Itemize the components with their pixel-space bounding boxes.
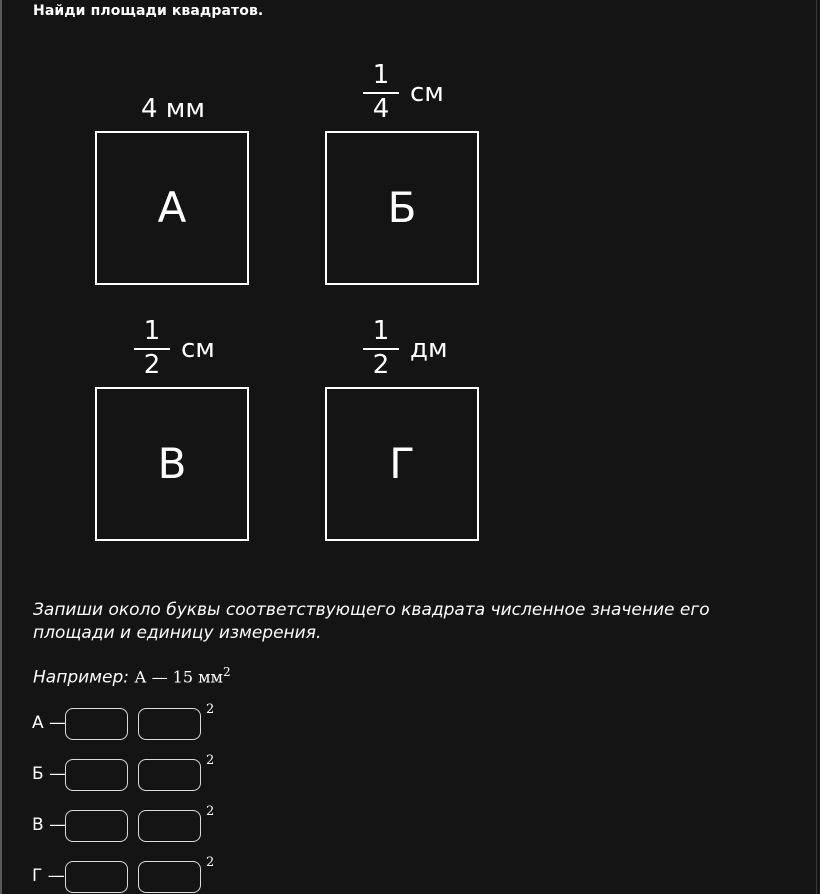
square-g	[325, 387, 479, 541]
answer-g-exponent: 2	[206, 855, 215, 870]
answer-v-exponent: 2	[206, 804, 215, 819]
answer-label-v: В —	[32, 815, 67, 835]
square-b-side-unit: см	[410, 78, 444, 108]
square-v-letter: В	[157, 439, 187, 488]
answer-v-unit-input[interactable]	[138, 810, 201, 842]
square-g-numerator: 1	[372, 316, 390, 346]
square-v-side-unit: см	[181, 334, 215, 364]
answer-g-value-input[interactable]	[65, 861, 128, 893]
square-v-numerator: 1	[143, 316, 161, 346]
task-title: Найди площади квадратов.	[33, 3, 264, 19]
answer-row-v	[32, 804, 252, 842]
answer-row-g	[32, 855, 252, 893]
example-label: Например:	[33, 667, 129, 688]
answer-label-b: Б —	[32, 764, 67, 784]
square-b	[325, 131, 479, 285]
square-a-letter: А	[157, 183, 187, 232]
example-line	[33, 660, 231, 690]
square-g-letter: Г	[389, 439, 415, 488]
answer-g-unit-input[interactable]	[138, 861, 201, 893]
answer-row-b	[32, 753, 252, 791]
answer-row-a	[32, 702, 252, 740]
instruction-text: Запиши около буквы соответствующего квадрата численное значение его площади и единицу измерения.	[33, 600, 710, 643]
answer-a-unit-input[interactable]	[138, 708, 201, 740]
square-v	[95, 387, 249, 541]
answer-b-unit-input[interactable]	[138, 759, 201, 791]
square-a	[95, 131, 249, 285]
answer-label-a: А —	[32, 713, 67, 733]
square-b-letter: Б	[387, 183, 417, 232]
right-border	[816, 0, 817, 894]
answer-b-exponent: 2	[206, 753, 215, 768]
square-a-side-label: 4 мм	[141, 94, 206, 124]
answer-v-value-input[interactable]	[65, 810, 128, 842]
square-g-denominator: 2	[372, 350, 390, 380]
example-value: А — 15 мм	[134, 667, 223, 687]
square-g-side-unit: дм	[410, 334, 448, 364]
square-v-denominator: 2	[143, 350, 161, 380]
example-exponent: 2	[223, 665, 231, 679]
answer-b-value-input[interactable]	[65, 759, 128, 791]
square-b-numerator: 1	[372, 60, 390, 90]
answer-a-exponent: 2	[206, 702, 215, 717]
left-border	[0, 0, 2, 894]
answer-label-g: Г —	[32, 866, 65, 886]
square-b-denominator: 4	[372, 94, 390, 124]
answer-a-value-input[interactable]	[65, 708, 128, 740]
